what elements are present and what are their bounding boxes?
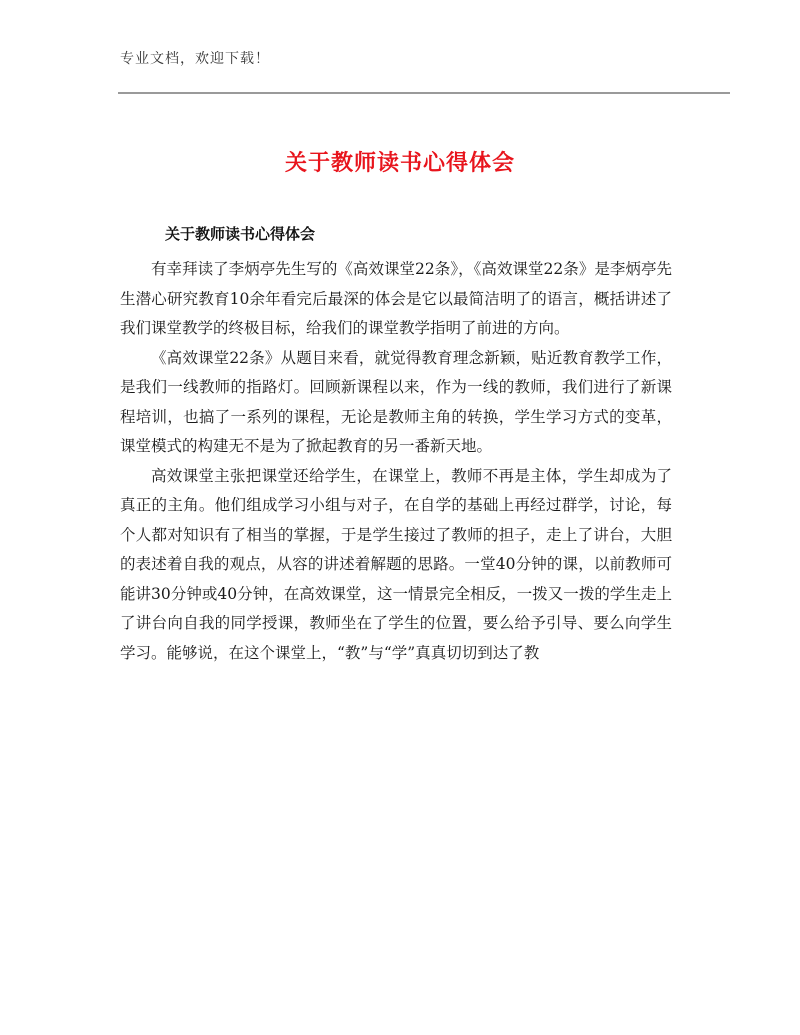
document-body xyxy=(120,255,672,668)
paragraph-1: 有幸拜读了李炳亭先生写的《高效课堂22条》，《高效课堂22条》是李炳亭先生潜心研究教育10余年看完后最深的体会是它以最简洁明了的语言，概括讲述了我们课堂教学的终极目标，给我们的课堂教学指明了前进的方向。 xyxy=(120,260,672,337)
document-subtitle: 关于教师读书心得体会 xyxy=(165,225,316,243)
document-title: 关于教师读书心得体会 xyxy=(284,151,515,176)
header-divider xyxy=(118,92,730,94)
paragraph-2: 《高效课堂22条》从题目来看，就觉得教育理念新颖，贴近教育教学工作，是我们一线教师的指路灯。回顾新课程以来，作为一线的教师，我们进行了新课程培训，也搞了一系列的课程，无论是教师主角的转换，学生学习方式的变革，课堂模式的构建无不是为了掀起教育的另一番新天地。 xyxy=(120,348,672,455)
paragraph-3: 高效课堂主张把课堂还给学生，在课堂上，教师不再是主体，学生却成为了真正的主角。他们组成学习小组与对子，在自学的基础上再经过群学，讨论，每个人都对知识有了相当的掌握，于是学生接过了教师的担子，走上了讲台，大胆的表述着自我的观点，从容的讲述着解题的思路。一堂40分钟的课，以前教师可能讲30分钟或40分钟，在高效课堂，这一情景完全相反，一拨又一拨的学生走上了讲台向自我的同学授课，教师坐在了学生的位置，要么给予引导、要么向学生学习。能够说，在这个课堂上，“教”与“学”真真切切到达了教 xyxy=(120,466,672,662)
header-note: 专业文档，欢迎下载！ xyxy=(120,51,270,67)
